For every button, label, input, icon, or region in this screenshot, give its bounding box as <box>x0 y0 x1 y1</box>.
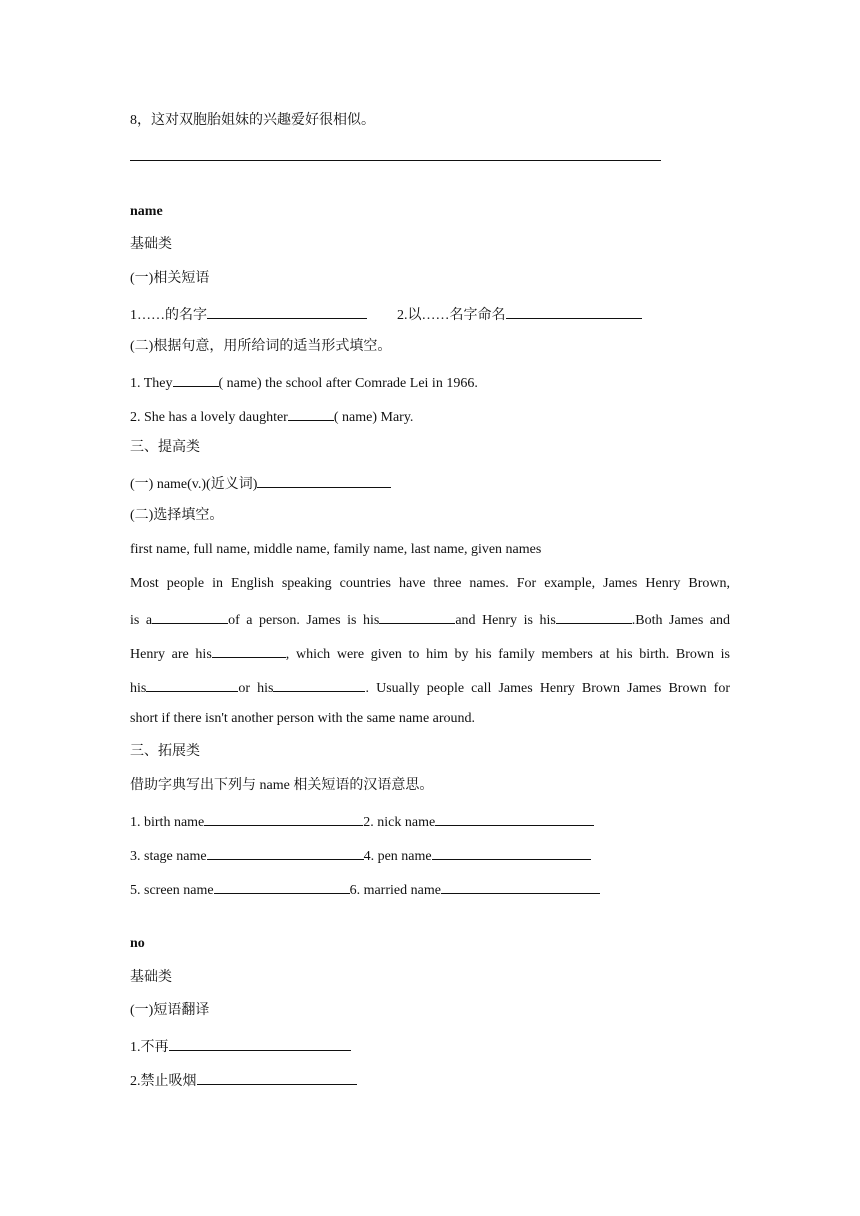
blank-family-name[interactable] <box>146 677 238 692</box>
fill-sentence-2 <box>130 406 413 427</box>
synonym-row <box>130 473 391 494</box>
blank-phrase-2[interactable] <box>506 304 642 319</box>
blank-no-item-1[interactable] <box>169 1036 351 1051</box>
blank-full-name[interactable] <box>152 609 228 624</box>
extension-row-1: 1. birth name 2. nick name <box>130 811 594 832</box>
blank-first-name[interactable] <box>379 609 455 624</box>
no-item-2: 2.禁止吸烟 <box>130 1070 357 1091</box>
options-list: first name, full name, middle name, family name, last name, given names <box>130 542 542 557</box>
blank-pen-name[interactable] <box>432 845 591 860</box>
paragraph-line-1: Most people in English speaking countries have three names. For example, James Henry Brown, <box>130 576 730 591</box>
no-phrase-heading: (一)短语翻译 <box>130 1003 210 1018</box>
paragraph-line-4: his or his . Usually people call James Henry Brown James Brown for <box>130 677 730 698</box>
extension-row-3: 5. screen name 6. married name <box>130 879 600 900</box>
blank-fill-2[interactable] <box>288 406 334 421</box>
fill-sentence-1 <box>130 372 478 393</box>
blank-birth-name[interactable] <box>204 811 363 826</box>
extension-row-2: 3. stage name 4. pen name <box>130 845 591 866</box>
fill-2-end: ( name) Mary. <box>333 410 414 425</box>
synonym-label: (一) name(v.)(近义词) <box>130 477 258 492</box>
phrases-heading: (一)相关短语 <box>130 271 210 286</box>
choose-heading: (二)选择填空。 <box>130 508 224 523</box>
blank-nick-name[interactable] <box>435 811 594 826</box>
phrase-row <box>130 304 642 325</box>
section-title-no: no <box>130 936 145 951</box>
extension-heading: 三、拓展类 <box>130 744 200 759</box>
question-8: 8，这对双胞胎姐妹的兴趣爱好很相似。 <box>130 113 375 128</box>
blank-synonym[interactable] <box>257 473 391 488</box>
blank-middle-name[interactable] <box>556 609 632 624</box>
blank-given-names[interactable] <box>212 643 286 658</box>
fill-1-start: 1. They <box>130 376 173 391</box>
paragraph-line-2: is a of a person. James is his and Henry is his .Both James and <box>130 609 730 630</box>
phrase-1-label: 1……的名字 <box>130 308 207 323</box>
paragraph-line-5: short if there isn't another person with the same name around. <box>130 711 476 726</box>
extension-instruction: 借助字典写出下列与 name 相关短语的汉语意思。 <box>130 778 434 793</box>
blank-married-name[interactable] <box>441 879 600 894</box>
blank-screen-name[interactable] <box>214 879 350 894</box>
blank-phrase-1[interactable] <box>207 304 367 319</box>
basic-heading: 基础类 <box>130 237 172 252</box>
phrase-2-label: 2.以……名字命名 <box>397 308 506 323</box>
section-title-name: name <box>130 204 163 219</box>
blank-stage-name[interactable] <box>207 845 364 860</box>
fill-2-start: 2. She has a lovely daughter <box>130 410 288 425</box>
paragraph-line-3: Henry are his , which were given to him by his family members at his birth. Brown is <box>130 643 730 664</box>
advanced-heading: 三、提高类 <box>130 440 200 455</box>
no-item-1: 1.不再 <box>130 1036 351 1057</box>
fill-1-end: ( name) the school after Comrade Lei in 1966. <box>218 376 478 391</box>
no-basic-heading: 基础类 <box>130 970 172 985</box>
blank-fill-1[interactable] <box>173 372 219 387</box>
fill-heading: (二)根据句意，用所给词的适当形式填空。 <box>130 339 392 354</box>
blank-no-item-2[interactable] <box>197 1070 357 1085</box>
answer-line-q8 <box>130 160 661 161</box>
blank-last-name[interactable] <box>273 677 365 692</box>
